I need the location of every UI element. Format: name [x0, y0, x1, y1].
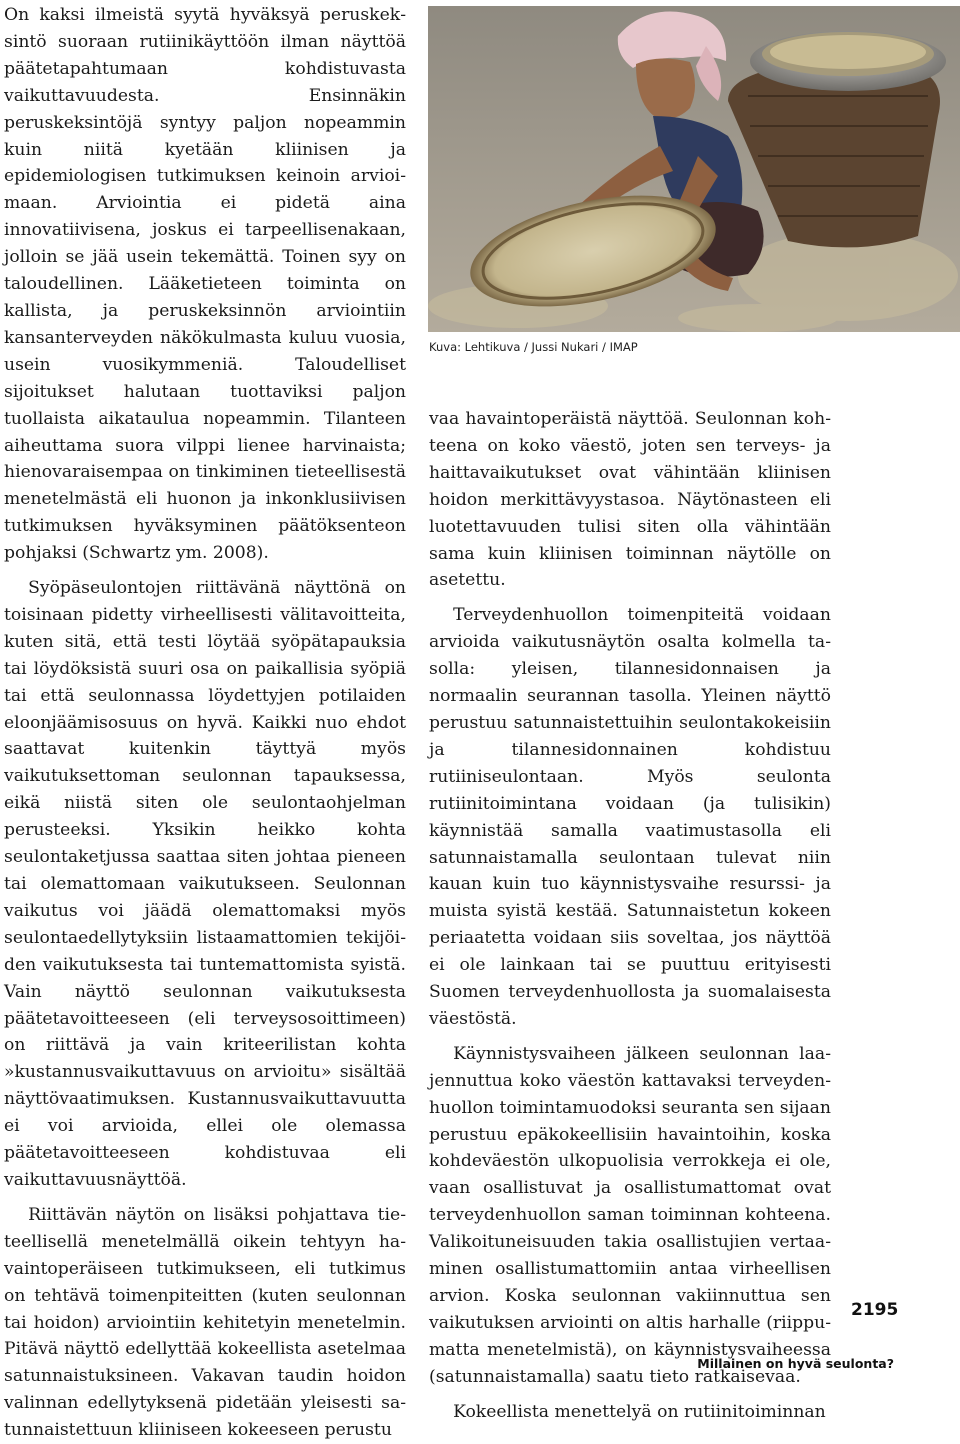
photo-credit: Kuva: Lehtikuva / Jussi Nukari / IMAP [429, 340, 638, 354]
right-text-column [429, 406, 831, 1426]
photo-illustration [428, 6, 960, 332]
paragraph: Käynnistysvaiheen jälkeen seulonnan laajennuttua koko väestön kattavaksi terveydenhuollon toimintamuodoksi seuranta sen sijaan perustuu epäkokeellisiin havaintoihin, koska kohdeväestön ulkopuolisia verrokkeja ei ole, vaan osallistuvat ja osallistumattomat ovat terveydenhuollon saman toiminnan kohteena. Valikoituneisuuden takia osallistujien vertaaminen osallistumattomiin antaa virheellisen arvion. Koska seulonnan vakiinnuttua sen vaikutuksen arviointi on altis harhalle (riippumatta menetelmistä), on käynnistysvaiheessa (satunnaistamalla) saatu tieto ratkaisevaa. [429, 1043, 831, 1387]
running-footer: Millainen on hyvä seulonta? [697, 1356, 894, 1371]
paragraph: Riittävän näytön on lisäksi pohjattava tieteellisellä menetelmällä oikein tehtyyn havaintoperäiseen tutkimukseen, eli tutkimus on tehtävä toimenpiteitten (kuten seulonnan tai hoidon) arviointiin kehitetyin menetelmin. Pitävä näyttö edellyttää kokeellista asetelmaa satunnaistuksineen. Vakavan taudin hoidon valinnan edellytyksenä pidetään yleisesti satunnaistettuun kliiniseen kokeeseen perustu [4, 1204, 406, 1441]
paragraph: Syöpäseulontojen riittävänä näyttönä on toisinaan pidetty virheellisesti välitavoitteita, kuten sitä, että testi löytää syöpätapauksia tai löydöksistä suuri osa on paikallisia syöpiä tai että seulonnassa löydettyjen potilaiden eloonjäämisosuus on hyvä. Kaikki nuo ehdot saattavat kuitenkin täyttyä myös vaikutuksettoman seulonnan tapauksessa, eikä niistä siten ole seulontaohjelman perusteeksi. Yksikin heikko kohta seulontaketjussa saattaa siten johtaa pieneen tai olemattomaan vaikutukseen. Seulonnan vaikutus voi jäädä olemattomaksi myös seulontaedellytyksiin listaamattomien tekijöiden vaikutuksesta tai tuntemattomista syistä. Vain näyttö seulonnan vaikutuksesta päätetavoitteeseen (eli terveysosoittimeen) on riittävä ja vain kriteerilistan kohta »kustannusvaikuttavuus on arvioitu» sisältää näyttövaatimuksen. Kustannusvaikuttavuutta ei voi arvioida, ellei ole olemassa päätetavoitteeseen kohdistuvaa eli vaikuttavuusnäyttöä. [4, 578, 406, 1190]
photo-woman-sifting-grain [428, 6, 960, 332]
paragraph: Kokeellista menettelyä on rutiinitoiminnan [453, 1401, 826, 1422]
paragraph: vaa havaintoperäistä näyttöä. Seulonnan kohteena on koko väestö, joten sen terveys- ja haittavaikutukset ovat vähintään kliinisen hoidon merkittävyystasoa. Näytönasteen eli luotettavuuden tulisi siten olla vähintään sama kuin kliinisen toiminnan näytölle on asetettu. [429, 409, 831, 591]
paragraph: On kaksi ilmeistä syytä hyväksyä peruskeksintö suoraan rutiinikäyttöön ilman näyttöä päätetapahtumaan kohdistuvasta vaikuttavuudesta. Ensinnäkin peruskeksintöjä syntyy paljon nopeammin kuin niitä kyetään kliinisen ja epidemiologisen tutkimuksen keinoin arvioimaan. Arviointia ei pidetä aina innovatiivisena, joskus ei tarpeellisenakaan, jolloin se jää usein tekemättä. Toinen syy on taloudellinen. Lääketieteen toiminta on kallista, ja peruskeksinnön arviointiin kansanterveyden näkökulmasta kuluu vuosia, usein vuosikymmeniä. Taloudelliset sijoitukset halutaan tuottaviksi paljon tuollaista aikataulua nopeammin. Tilanteen aiheuttama suora vilppi lienee harvinaista; hienovaraisempaa on tinkiminen tieteellisestä menetelmästä eli huonon ja inkonklusiivisen tutkimuksen hyväksyminen päätöksenteon pohjaksi (Schwartz ym. 2008). [4, 5, 406, 564]
left-text-column [4, 2, 406, 1444]
paragraph: Terveydenhuollon toimenpiteitä voidaan arvioida vaikutusnäytön osalta kolmella tasolla: yleisen, tilannesidonnaisen ja normaalin seurannan tasolla. Yleinen näyttö perustuu satunnaistettuihin seulontakokeisiin ja tilannesidonnainen kohdistuu rutiiniseulontaan. Myös seulonta rutiinitoimintana voidaan (ja tulisikin) käynnistää samalla vaatimustasolla eli satunnaistamalla seulontaan tulevat niin kauan kuin tuo käynnistysvaihe resurssi- ja muista syistä kestää. Satunnaistetun kokeen periaatetta voidaan siis soveltaa, jos näyttöä ei ole lainkaan tai se puuttuu erityisesti Suomen terveydenhuollosta ja suomalaisesta väestöstä. [429, 605, 831, 1029]
page-number: 2195 [851, 1300, 899, 1320]
